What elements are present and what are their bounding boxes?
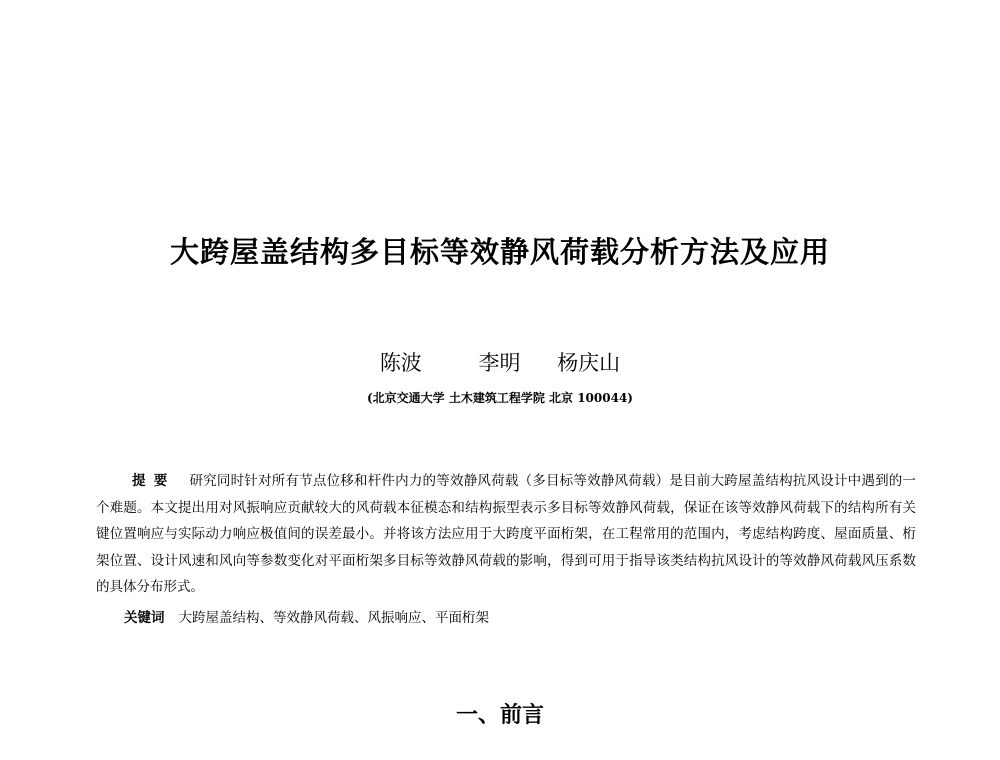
author-name: 杨庆山 [557,351,621,375]
author-name: 李明 [478,351,521,375]
abstract-text: 研究同时针对所有节点位移和杆件内力的等效静风荷载（多目标等效静风荷载）是目前大跨屋盖结构抗风设计中遇到的一个难题。本文提出用对风振响应贡献较大的风荷载本征模态和结构振型表示多目标等效静风荷载，保证在该等效静风荷载下的结构所有关键位置响应与实际动力响应极值间的误差最小。并将该方法应用于大跨度平面桁架，在工程常用的范围内，考虑结构跨度、屋面质量、桁架位置、设计风速和风向等参数变化对平面桁架多目标等效静风荷载的影响，得到可用于指导该类结构抗风设计的等效静风荷载风压系数的具体分布形式。 [96,473,917,595]
section-heading: 一、前言 [455,703,544,728]
keywords-label: 关键词 [124,610,165,626]
abstract-paragraph [96,468,916,601]
paper-title: 大跨屋盖结构多目标等效静风荷载分析方法及应用 [169,235,830,269]
author-list [0,347,1000,377]
author-affiliation: (北京交通大学 土木建筑工程学院 北京 100044) [367,391,633,405]
keywords-text: 大跨屋盖结构、等效静风荷载、风振响应、平面桁架 [178,610,489,626]
abstract-label: 提要 [132,473,176,489]
author-name: 陈波 [379,351,422,375]
keywords-line [124,607,924,629]
